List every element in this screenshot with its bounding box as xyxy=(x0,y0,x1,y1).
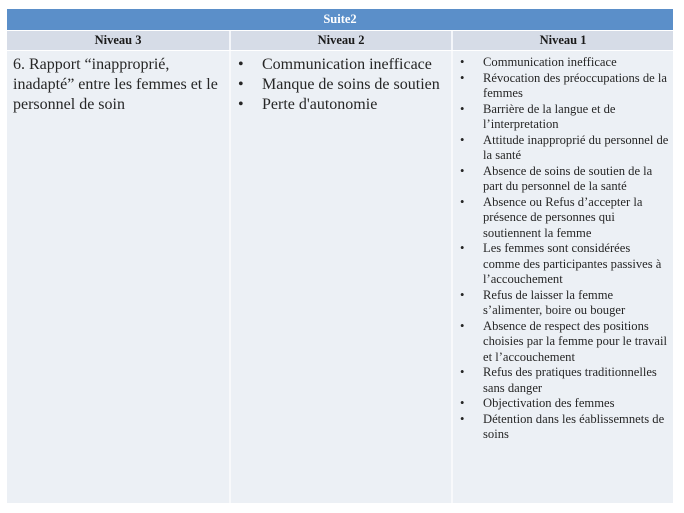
bullet-icon: • xyxy=(460,365,465,379)
niveau-3-text: 6. Rapport “inapproprié, inadapté” entre les femmes et le personnel de soin xyxy=(13,56,218,113)
list-item-text: Objectivation des femmes xyxy=(483,396,615,410)
list-item xyxy=(460,288,669,319)
cell-niveau-1 xyxy=(451,51,673,503)
list-item-text: Les femmes sont considérées comme des participantes passives à l’accouchement xyxy=(483,241,662,286)
list-item-text: Révocation des préoccupations de la femmes xyxy=(483,70,667,100)
header-niveau-1: Niveau 1 xyxy=(451,31,673,50)
list-item xyxy=(460,365,669,396)
cell-niveau-2 xyxy=(229,51,451,503)
bullet-icon: • xyxy=(460,318,465,333)
list-item-text: Absence ou Refus d’accepter la présence de personnes qui soutiennent la femme xyxy=(483,194,643,240)
cell-niveau-3 xyxy=(7,51,229,503)
bullet-icon: • xyxy=(238,96,244,113)
list-item xyxy=(460,412,669,443)
list-item-text: Manque de soins de soutien xyxy=(262,76,440,93)
list-item xyxy=(460,71,669,102)
list-item-text: Communication inefficace xyxy=(262,56,432,73)
bullet-icon: • xyxy=(238,76,244,93)
list-item-text: Refus de laisser la femme s’alimenter, boire ou bouger xyxy=(483,287,626,317)
list-item-text: Refus des pratiques traditionnelles sans danger xyxy=(483,365,657,395)
bullet-icon: • xyxy=(460,163,465,178)
bullet-icon: • xyxy=(460,194,465,209)
table-header-row xyxy=(7,31,673,50)
list-item xyxy=(460,195,669,242)
header-niveau-3: Niveau 3 xyxy=(94,33,142,47)
list-item xyxy=(238,55,447,75)
bullet-icon: • xyxy=(460,55,465,69)
bullet-icon: • xyxy=(460,396,465,410)
niveau-2-list xyxy=(231,51,451,115)
niveau-1-list xyxy=(453,51,673,443)
list-item xyxy=(460,319,669,366)
list-item xyxy=(460,102,669,133)
table-body-row xyxy=(7,51,673,503)
list-item-text: Absence de soins de soutien de la part du personnel de la santé xyxy=(483,163,653,193)
header-niveau-2: Niveau 2 xyxy=(229,31,451,50)
bullet-icon: • xyxy=(460,70,465,85)
bullet-icon: • xyxy=(460,411,465,426)
list-item xyxy=(238,95,447,115)
list-item xyxy=(238,75,447,95)
bullet-icon: • xyxy=(460,287,465,302)
bullet-icon: • xyxy=(460,101,465,116)
list-item-text: Attitude inapproprié du personnel de la santé xyxy=(483,132,669,162)
list-item xyxy=(460,241,669,288)
list-item-text: Perte d'autonomie xyxy=(262,96,378,113)
list-item-text: Communication inefficace xyxy=(483,55,617,69)
list-item xyxy=(460,55,669,71)
list-item xyxy=(460,133,669,164)
list-item-text: Absence de respect des positions choisies par la femme pour le travail et l’accouchement xyxy=(483,318,667,364)
table-title: Suite2 xyxy=(7,9,673,30)
list-item xyxy=(460,164,669,195)
bullet-icon: • xyxy=(460,241,465,255)
list-item-text: Détention dans les éablissemnets de soins xyxy=(483,411,665,441)
list-item-text: Barrière de la langue et de l’interpretation xyxy=(483,101,616,131)
suite2-table xyxy=(7,9,673,503)
bullet-icon: • xyxy=(238,56,244,73)
bullet-icon: • xyxy=(460,132,465,147)
list-item xyxy=(460,396,669,412)
